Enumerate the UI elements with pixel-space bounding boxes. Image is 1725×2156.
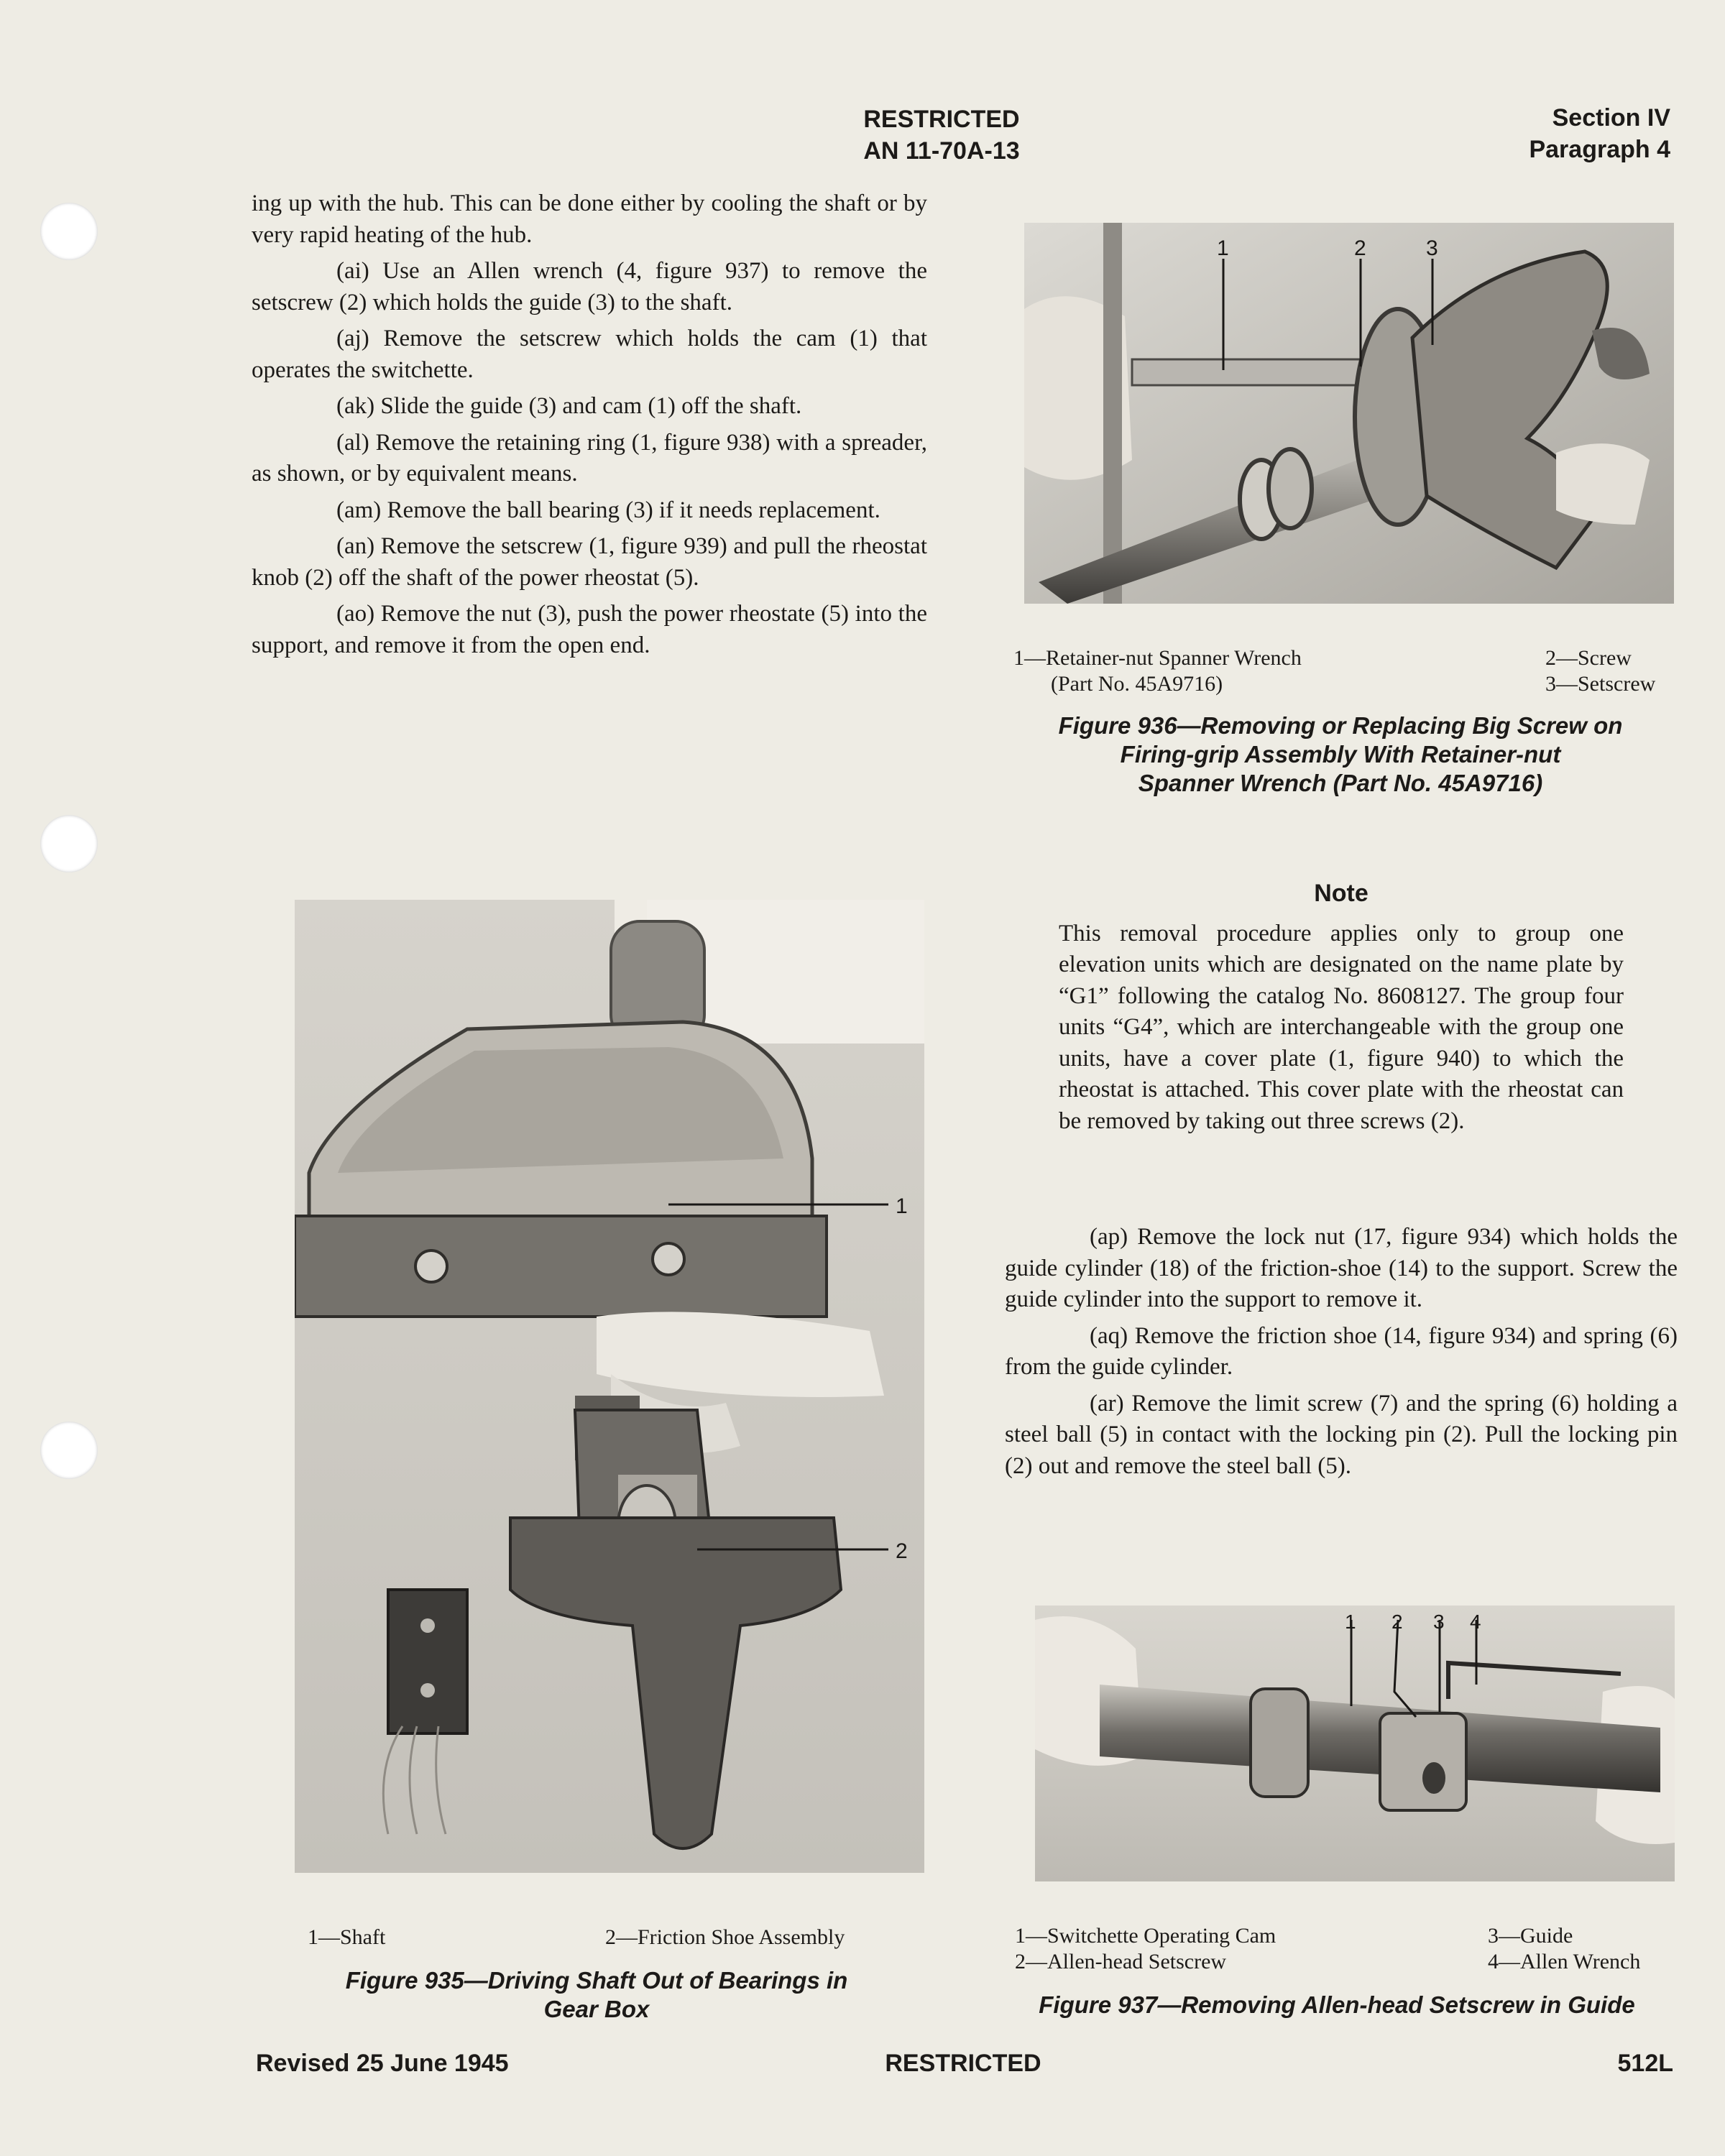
legend-item: 1—Retainer-nut Spanner Wrench bbox=[1013, 646, 1302, 670]
note-heading: Note bbox=[1314, 880, 1368, 907]
paragraph: ing up with the hub. This can be done either by cooling the shaft or by very rapid heating of the hub. bbox=[252, 190, 927, 248]
caption-line: Gear Box bbox=[543, 1996, 650, 2022]
revision-date: Revised 25 June 1945 bbox=[256, 2050, 509, 2077]
paragraph: (am) Remove the ball bearing (3) if it needs replacement. bbox=[336, 497, 880, 523]
legend-item: (Part No. 45A9716) bbox=[1051, 672, 1223, 696]
figure-935-legend-left: 1—Shaft bbox=[308, 1925, 386, 1949]
figure-935-caption bbox=[273, 1966, 920, 2024]
binder-hole bbox=[40, 1422, 98, 1479]
legend-item: 3—Guide bbox=[1488, 1924, 1573, 1948]
figure-937-callout: 1 bbox=[1345, 1611, 1356, 1633]
figure-937-callout: 2 bbox=[1392, 1611, 1403, 1633]
figure-937-callout: 4 bbox=[1470, 1611, 1481, 1633]
legend-item: 2—Allen-head Setscrew bbox=[1015, 1950, 1227, 1973]
paragraph-label: Paragraph 4 bbox=[1529, 136, 1670, 163]
right-text-column bbox=[1005, 1222, 1678, 1487]
legend-item: 2—Screw bbox=[1545, 646, 1632, 670]
section-label: Section IV bbox=[1552, 104, 1670, 132]
paragraph: (aj) Remove the setscrew which holds the cam (1) that operates the switchette. bbox=[252, 326, 927, 383]
legend-item: 4—Allen Wrench bbox=[1488, 1950, 1641, 1973]
figure-936-legend-left bbox=[1013, 645, 1302, 697]
paragraph: (ai) Use an Allen wrench (4, figure 937) to remove the setscrew (2) which holds the guide (3) to the shaft. bbox=[252, 258, 927, 315]
figure-936-photo bbox=[1024, 223, 1674, 604]
legend-item: 1—Switchette Operating Cam bbox=[1015, 1924, 1276, 1948]
caption-line: Figure 935—Driving Shaft Out of Bearings in bbox=[345, 1967, 848, 1994]
paragraph: (ak) Slide the guide (3) and cam (1) off the shaft. bbox=[336, 393, 802, 419]
paragraph: (an) Remove the setscrew (1, figure 939) and pull the rheostat knob (2) off the shaft of the power rheostat (5). bbox=[252, 533, 927, 591]
figure-936-legend-right bbox=[1545, 645, 1655, 697]
figure-935-callout: 2 bbox=[896, 1539, 908, 1563]
figure-937-legend-right bbox=[1488, 1923, 1640, 1975]
legend-item: 3—Setscrew bbox=[1545, 672, 1656, 696]
figure-936-callout: 2 bbox=[1354, 236, 1366, 260]
document-number: AN 11-70A-13 bbox=[863, 137, 1020, 165]
caption-line: Spanner Wrench (Part No. 45A9716) bbox=[1138, 770, 1543, 796]
paragraph: (aq) Remove the friction shoe (14, figure 934) and spring (6) from the guide cylinder. bbox=[1005, 1322, 1678, 1380]
figure-937-caption: Figure 937—Removing Allen-head Setscrew in Guide bbox=[1039, 1991, 1635, 2018]
figure-937-photo bbox=[1035, 1606, 1675, 1881]
paragraph: (ar) Remove the limit screw (7) and the spring (6) holding a steel ball (5) in contact with the locking pin (2). Pull the locking pin (2) out and remove the steel ball (5). bbox=[1005, 1390, 1678, 1479]
figure-935-legend-right: 2—Friction Shoe Assembly bbox=[605, 1925, 845, 1949]
note-box bbox=[1059, 878, 1624, 1137]
binder-hole bbox=[40, 203, 98, 260]
binder-hole bbox=[40, 815, 98, 872]
caption-line: Figure 936—Removing or Replacing Big Screw on bbox=[1058, 712, 1623, 739]
figure-935-photo bbox=[295, 900, 924, 1873]
paragraph: (ap) Remove the lock nut (17, figure 934) which holds the guide cylinder (18) of the friction-shoe (14) to the support. Screw the guide cylinder into the support to remove it. bbox=[1005, 1224, 1678, 1312]
paragraph: (al) Remove the retaining ring (1, figure 938) with a spreader, as shown, or by equivalent means. bbox=[252, 429, 927, 487]
page-header-center bbox=[791, 103, 1092, 167]
figure-937-legend-left bbox=[1015, 1923, 1276, 1975]
figure-937-callout: 3 bbox=[1433, 1611, 1445, 1633]
paragraph: (ao) Remove the nut (3), push the power rheostate (5) into the support, and remove it from the open end. bbox=[252, 601, 927, 658]
restricted-label: RESTRICTED bbox=[863, 106, 1020, 133]
page-header-right bbox=[1402, 102, 1670, 165]
figure-936-callout: 1 bbox=[1217, 236, 1229, 260]
figure-935-callout: 1 bbox=[896, 1194, 908, 1218]
caption-line: Firing-grip Assembly With Retainer-nut bbox=[1120, 741, 1561, 768]
note-text: This removal procedure applies only to group one elevation units which are designated on the name plate by “G1” following the catalog No. 8608127. The group four units “G4”, which are interchangeable with the group one units, have a cover plate (1, figure 940) to which the rheostat is attached. This cover plate with the rheostat can be removed by taking out three screws (2). bbox=[1059, 920, 1624, 1134]
figure-936-callout: 3 bbox=[1426, 236, 1438, 260]
page-number: 512L bbox=[1617, 2050, 1673, 2077]
footer-restricted-label: RESTRICTED bbox=[885, 2050, 1041, 2077]
figure-936-caption bbox=[999, 711, 1682, 798]
left-text-column bbox=[252, 188, 927, 666]
